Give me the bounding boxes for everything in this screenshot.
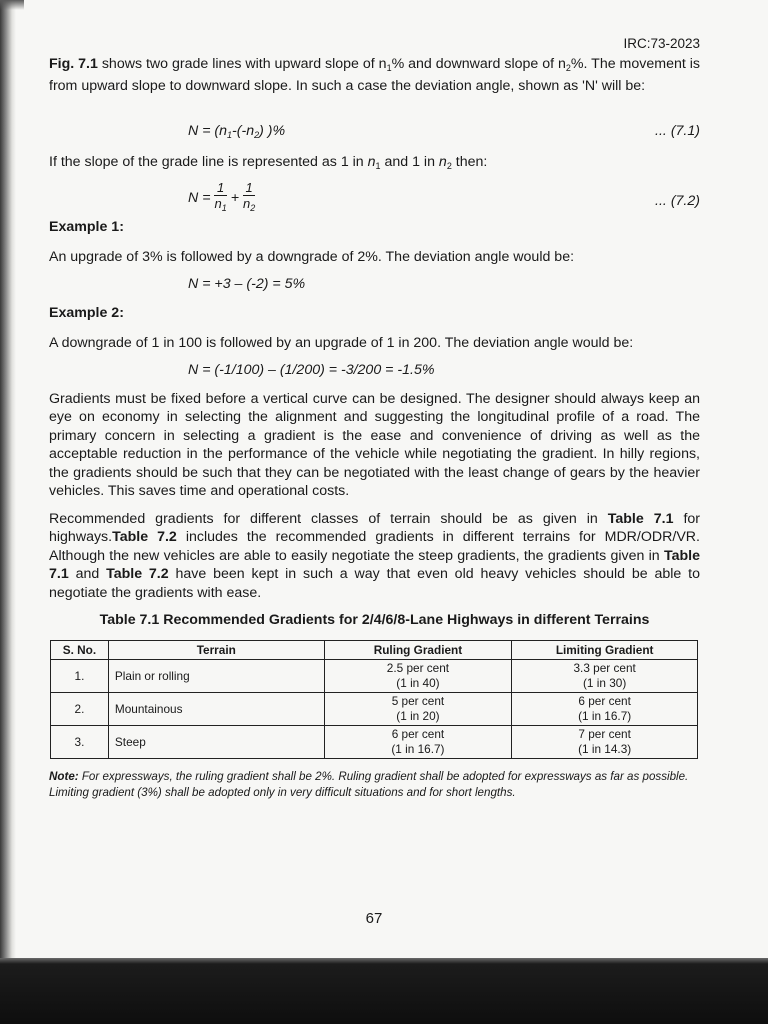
table-row	[51, 660, 698, 693]
cell-ruling: 2.5 per cent (1 in 40)	[324, 660, 512, 693]
recommended-gradients-paragraph: Recommended gradients for different classes of terrain should be as given in Table 7.1 for highways.Table 7.2 includes the recommended gradients in different terrains for MDR/ODR/VR. Although the new vehicles are able to easily negotiate the steep gradients, the gradients given in Table 7.1 and Table 7.2 have been kept in such a way that even old heavy vehicles should be able to negotiate the gradients with ease.	[49, 511, 701, 601]
cell-limiting: 3.3 per cent (1 in 30)	[512, 660, 698, 693]
example-2-equation: N = (-1/100) – (1/200) = -3/200 = -1.5%	[188, 362, 435, 378]
example-2-heading: Example 2:	[49, 305, 124, 321]
cell-sno: 2.	[51, 693, 109, 726]
cell-ruling: 6 per cent (1 in 16.7)	[324, 726, 512, 759]
fig-reference: Fig. 7.1	[49, 56, 98, 72]
table-header-row	[51, 641, 698, 660]
equation-7-1-number: ... (7.1)	[655, 123, 700, 139]
equation-7-2: N = $\frac{1}{n_1}$ + $\frac{1}{n_2}$	[188, 180, 259, 216]
cell-terrain: Plain or rolling	[108, 660, 324, 693]
cell-terrain: Steep	[108, 726, 324, 759]
gradients-table	[50, 640, 698, 759]
scan-binding-shadow	[0, 0, 16, 1024]
scan-bottom-shadow	[0, 958, 768, 1024]
gradients-paragraph: Gradients must be fixed before a vertical curve can be designed. The designer should always keep an eye on economy in selecting the alignment and suggesting the longitudinal profile of a road. The primary concern in selecting a gradient is the ease and convenience of driving as well as the acceptable reduction in the performance of the vehicle while negotiating the gradient. In hilly regions, the gradients should be such that they can be negotiated with the least change of gears by the heavier vehicles. This saves time and operational costs.	[49, 391, 700, 500]
intro-paragraph: Fig. 7.1 shows two grade lines with upward slope of $n_1\%$ and downward slope of $n_2\%$. The movement is from upward slope to downward slope. In such a case the deviation angle, shown as 'N' will be:	[49, 56, 700, 95]
cell-sno: 1.	[51, 660, 109, 693]
example-1-text: An upgrade of 3% is followed by a downgrade of 2%. The deviation angle would be:	[49, 249, 575, 265]
fraction-1-over-n2: $\frac{1}{n_2}$	[243, 180, 256, 213]
cell-limiting: 6 per cent (1 in 16.7)	[512, 693, 698, 726]
page-number: 67	[365, 910, 383, 927]
header-sno: S. No.	[51, 641, 109, 660]
equation-7-2-number: ... (7.2)	[655, 193, 700, 209]
table-row	[51, 693, 698, 726]
fraction-1-over-n1: $\frac{1}{n_1}$	[214, 180, 227, 213]
cell-ruling: 5 per cent (1 in 20)	[324, 693, 512, 726]
header-ruling-gradient: Ruling Gradient	[324, 641, 512, 660]
equation-7-1: $N = (n_1-(-n_2)$ )%	[188, 123, 286, 140]
table-note: Note: For expressways, the ruling gradient shall be 2%. Ruling gradient shall be adopted for expressways as far as possible. Limiting gradient (3%) shall be adopted only in very difficult situations and for short lengths.	[49, 770, 689, 799]
table-row	[51, 726, 698, 759]
header-limiting-gradient: Limiting Gradient	[512, 641, 698, 660]
example-2-text: A downgrade of 1 in 100 is followed by an upgrade of 1 in 200. The deviation angle would be:	[49, 335, 634, 351]
table-title: Table 7.1 Recommended Gradients for 2/4/6/8-Lane Highways in different Terrains	[99, 612, 650, 628]
slope-paragraph: If the slope of the grade line is represented as 1 in $n_1$ and 1 in $n_2$ then:	[49, 154, 488, 171]
cell-limiting: 7 per cent (1 in 14.3)	[512, 726, 698, 759]
example-1-heading: Example 1:	[49, 219, 124, 235]
cell-sno: 3.	[51, 726, 109, 759]
header-terrain: Terrain	[108, 641, 324, 660]
example-1-equation: N = +3 – (-2) = 5%	[188, 276, 306, 292]
note-label: Note:	[49, 770, 79, 783]
scan-corner-shadow	[0, 0, 24, 10]
cell-terrain: Mountainous	[108, 693, 324, 726]
document-code: IRC:73-2023	[623, 36, 700, 51]
